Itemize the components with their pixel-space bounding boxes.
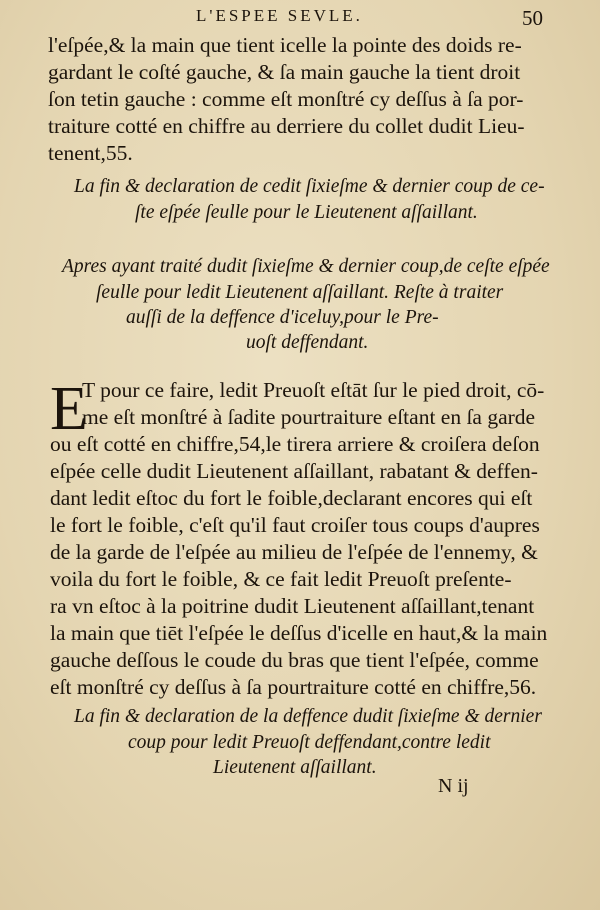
page-number: 50 <box>522 6 543 30</box>
text-line: traiture cotté en chiffre au derriere du collet dudit Lieu- <box>48 114 525 138</box>
heading-line: uoſt deffendant. <box>246 332 369 353</box>
drop-cap-initial: E <box>50 375 88 443</box>
text-line: le fort le foible, c'eſt qu'il faut croiſer tous coups d'aupres <box>50 513 540 537</box>
text-line: la main que tiēt l'eſpée le deſſus d'icelle en haut,& la main <box>50 621 548 645</box>
heading-line: La fin & declaration de cedit ſixieſme & dernier coup de ce- <box>74 176 545 197</box>
text-line: eſpée celle dudit Lieutenent aſſaillant, rabatant & deffen- <box>50 459 538 483</box>
heading-line: Lieutenent aſſaillant. <box>213 757 377 778</box>
page-header <box>0 6 600 30</box>
heading-line: ſte eſpée ſeulle pour le Lieutenent aſſaillant. <box>135 202 478 223</box>
text-line: ra vn eſtoc à la poitrine dudit Lieutenent aſſaillant,tenant <box>50 594 535 618</box>
text-line: T pour ce faire, ledit Preuoſt eſtāt ſur le pied droit, cō- <box>82 378 545 402</box>
text-line: gardant le coſté gauche, & ſa main gauche la tient droit <box>48 60 521 84</box>
text-line: ou eſt cotté en chiffre,54,le tirera arriere & croiſera deſon <box>50 432 540 456</box>
heading-line: auſſi de la deffence d'iceluy,pour le Pre- <box>126 307 439 328</box>
text-line: l'eſpée,& la main que tient icelle la pointe des doids re- <box>48 33 522 57</box>
text-line: voila du fort le foible, & ce fait ledit Preuoſt preſente- <box>50 567 512 591</box>
heading-line: coup pour ledit Preuoſt deffendant,contre ledit <box>128 732 491 753</box>
heading-line: La fin & declaration de la deffence dudit ſixieſme & dernier <box>74 706 542 727</box>
text-line: me eſt monſtré à ſadite pourtraiture eſtant en ſa garde <box>82 405 536 429</box>
text-line: de la garde de l'eſpée au milieu de l'eſpée de l'ennemy, & <box>50 540 538 564</box>
text-line: eſt monſtré cy deſſus à ſa pourtraiture cotté en chiffre,56. <box>50 675 537 699</box>
text-line: gauche deſſous le coude du bras que tient l'eſpée, comme <box>50 648 539 672</box>
text-line: tenent,55. <box>48 141 133 165</box>
text-line: ſon tetin gauche : comme eſt monſtré cy deſſus à ſa por- <box>48 87 524 111</box>
text-line: dant ledit eſtoc du fort le foible,declarant encores qui eſt <box>50 486 533 510</box>
running-title: L'ESPEE SEVLE. <box>196 6 363 25</box>
heading-line: Apres ayant traité dudit ſixieſme & dernier coup,de ceſte eſpée <box>62 256 550 277</box>
heading-line: ſeulle pour ledit Lieutenent aſſaillant. Reſte à traiter <box>96 282 504 303</box>
signature-mark: N ij <box>438 775 469 797</box>
